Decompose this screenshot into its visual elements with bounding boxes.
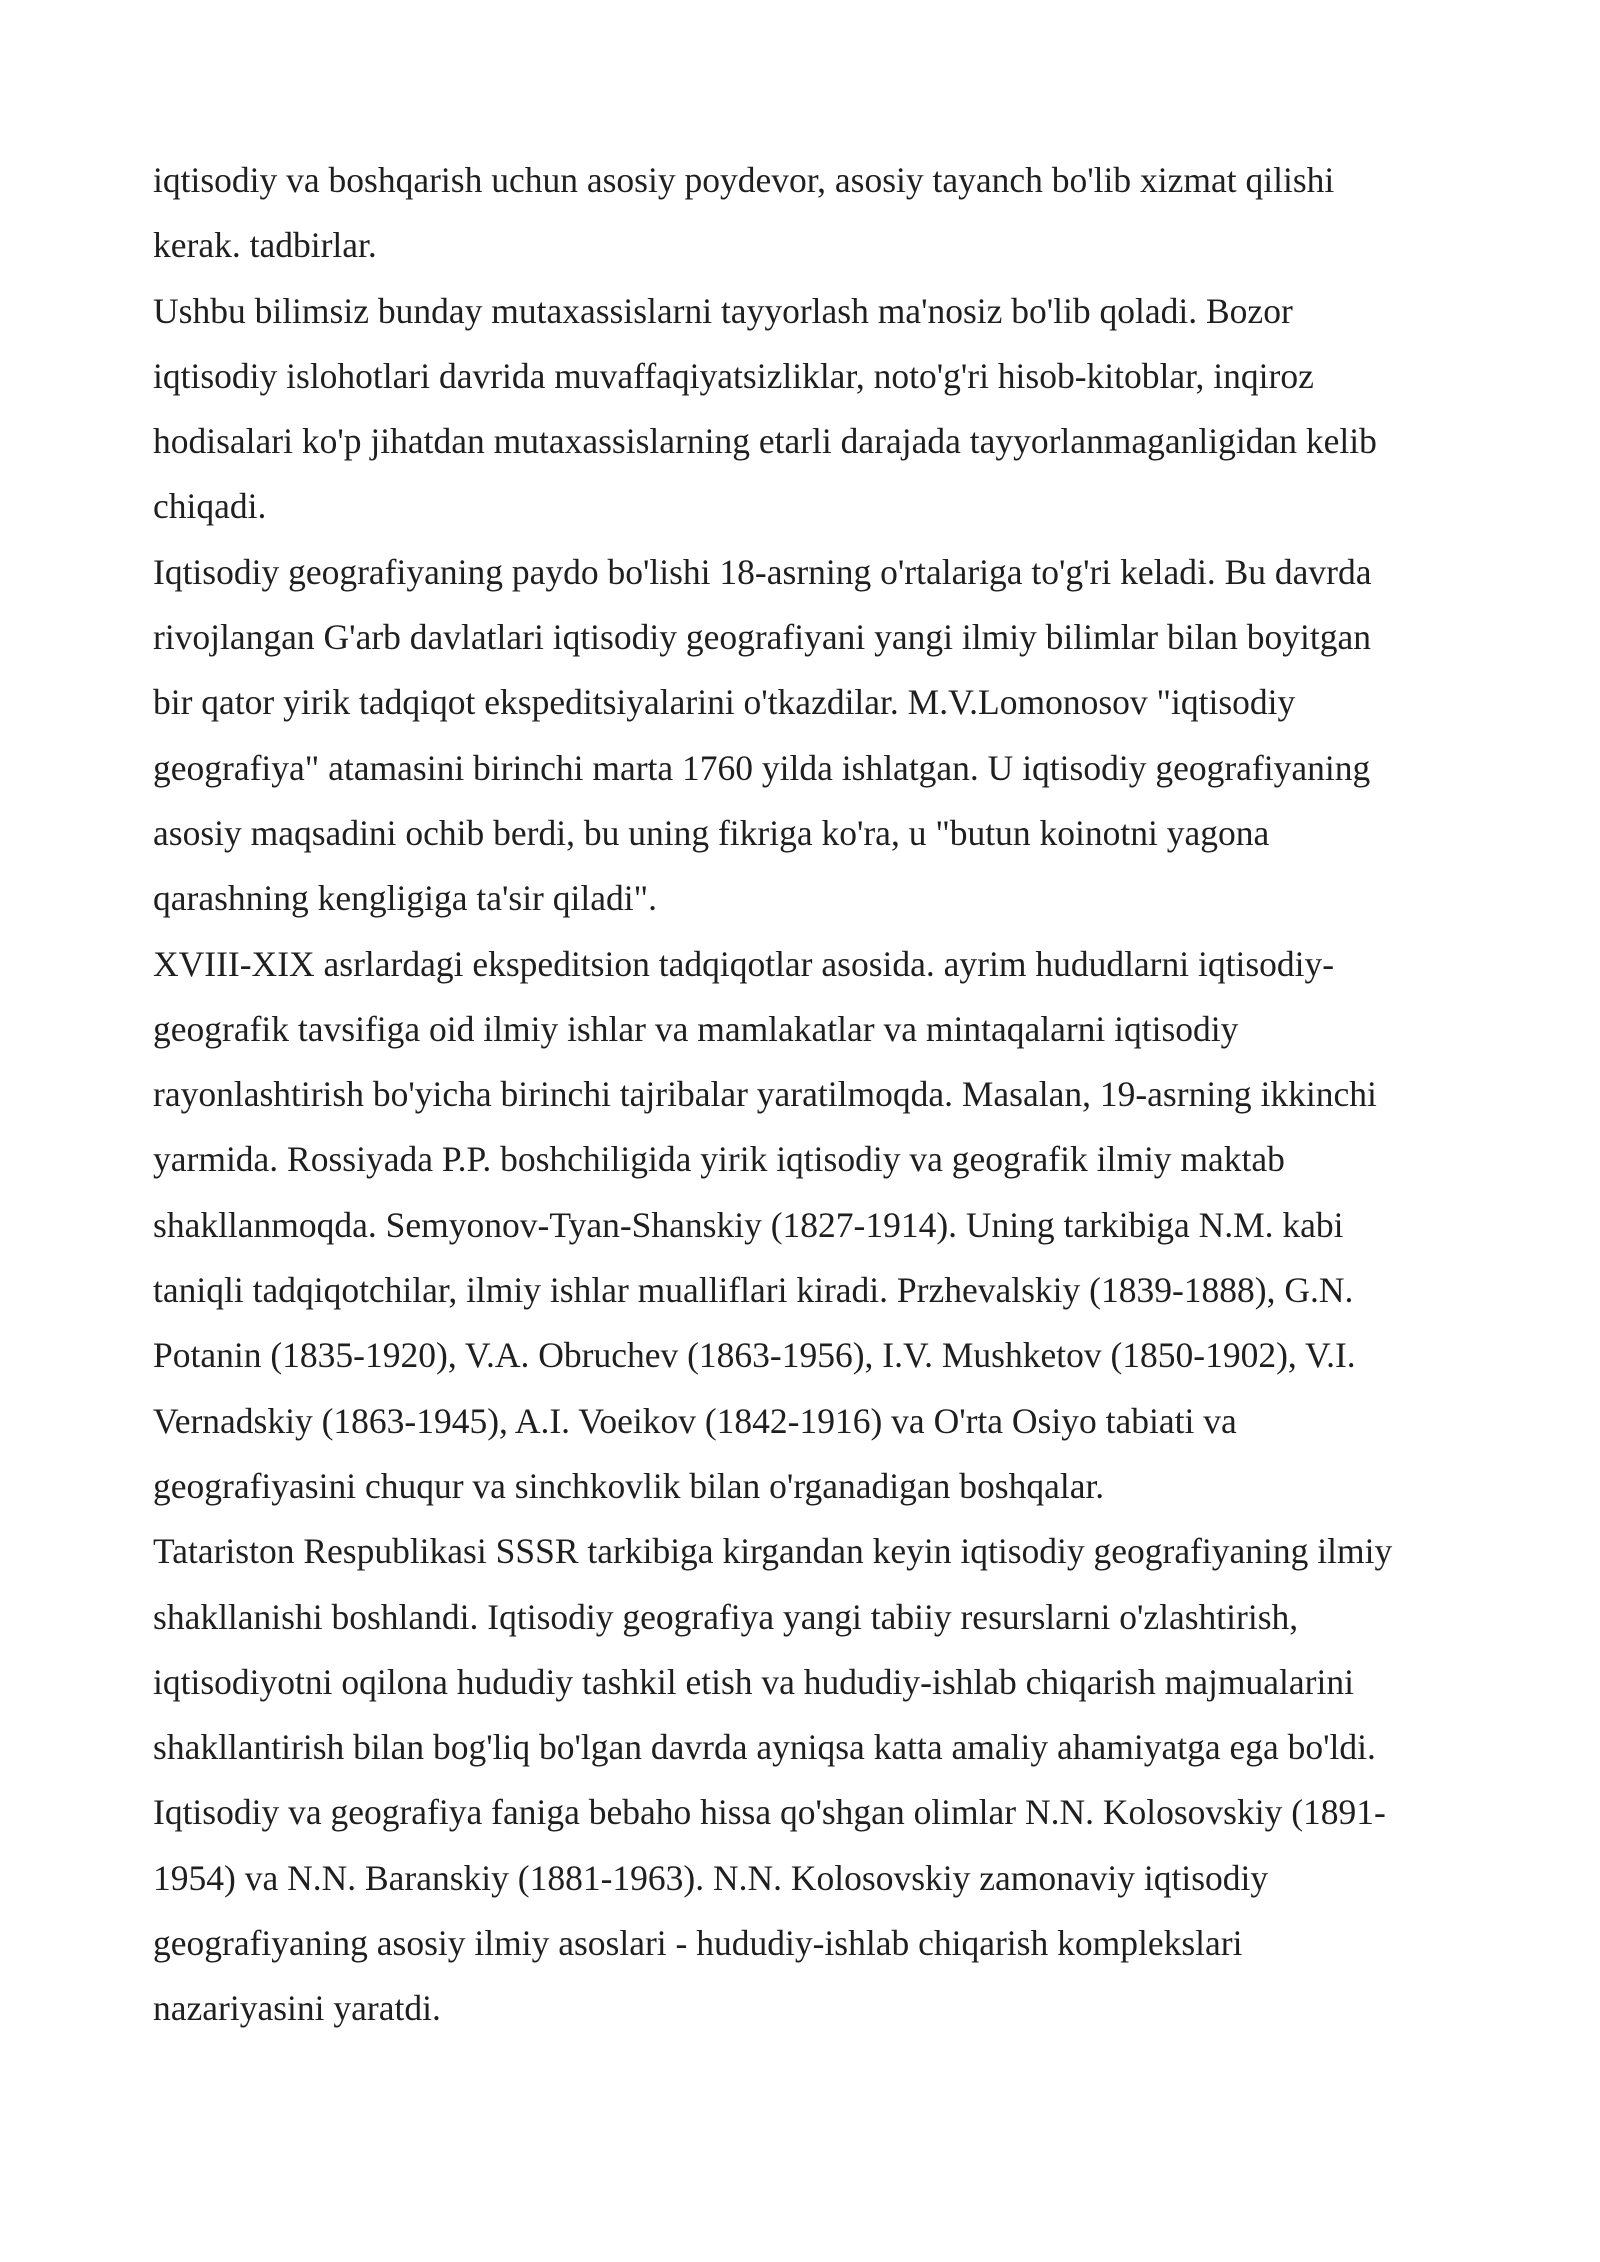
paragraph-1: iqtisodiy va boshqarish uchun asosiy poydevor, asosiy tayanch bo'lib xizmat qilishi kerak. tadbirlar. (153, 160, 1335, 266)
paragraph-2: Ushbu bilimsiz bunday mutaxassislarni tayyorlash ma'nosiz bo'lib qoladi. Bozor iqtisodiy islohotlari davrida muvaffaqiyatsizliklar, noto'g'ri hisob-kitoblar, inqiroz hodisalari ko'p jihatdan mutaxassislarning etarli darajada tayyorlanmaganligidan kelib chiqadi. (153, 290, 1377, 527)
paragraph-3: Iqtisodiy geografiyaning paydo bo'lishi 18-asrning o'rtalariga to'g'ri keladi. Bu davrda rivojlangan G'arb davlatlari iqtisodiy geografiyani yangi ilmiy bilimlar bilan boyitgan bir qator yirik tadqiqot ekspeditsiyalarini o'tkazdilar. M.V.Lomonosov "iqtisodiy geografiya" atamasini birinchi marta 1760 yilda ishlatgan. U iqtisodiy geografiyaning asosiy maqsadini ochib berdi, bu uning fikriga ko'ra, u "butun koinotni yagona qarashning kengligiga ta'sir qiladi". (153, 551, 1372, 919)
paragraph-5: Tatariston Respublikasi SSSR tarkibiga kirgandan keyin iqtisodiy geografiyaning ilmiy shakllanishi boshlandi. Iqtisodiy geografiya yangi tabiiy resurslarni o'zlashtirish, iqtisodiyotni oqilona hududiy tashkil etish va hududiy-ishlab chiqarish majmualarini shakllantirish bilan bog'liq bo'lgan davrda ayniqsa katta amaliy ahamiyatga ega bo'ldi. Iqtisodiy va geografiya faniga bebaho hissa qo'shgan olimlar N.N. Kolosovskiy (1891- 1954) va N.N. Baranskiy (1881-1963). N.N. Kolosovskiy zamonaviy iqtisodiy geografiyaning asosiy ilmiy asoslari - hududiy-ishlab chiqarish komplekslari nazariyasini yaratdi. (153, 1531, 1393, 2029)
paragraph-4: XVIII-XIX asrlardagi ekspeditsion tadqiqotlar asosida. ayrim hududlarni iqtisodiy- geografik tavsifiga oid ilmiy ishlar va mamlakatlar va mintaqalarni iqtisodiy rayonlashtirish bo'yicha birinchi tajribalar yaratilmoqda. Masalan, 19-asrning ikkinchi yarmida. Rossiyada P.P. boshchiligida yirik iqtisodiy va geografik ilmiy maktab shakllanmoqda. Semyonov-Tyan-Shanskiy (1827-1914). Uning tarkibiga N.M. kabi taniqli tadqiqotchilar, ilmiy ishlar mualliflari kiradi. Przhevalskiy (1839-1888), G.N. Potanin (1835-1920), V.A. Obruchev (1863-1956), I.V. Mushketov (1850-1902), V.I. Vernadskiy (1863-1945), A.I. Voeikov (1842-1916) va O'rta Osiyo tabiati va geografiyasini chuqur va sinchkovlik bilan o'rganadigan boshqalar. (153, 943, 1377, 1506)
document-body (153, 148, 1483, 2042)
